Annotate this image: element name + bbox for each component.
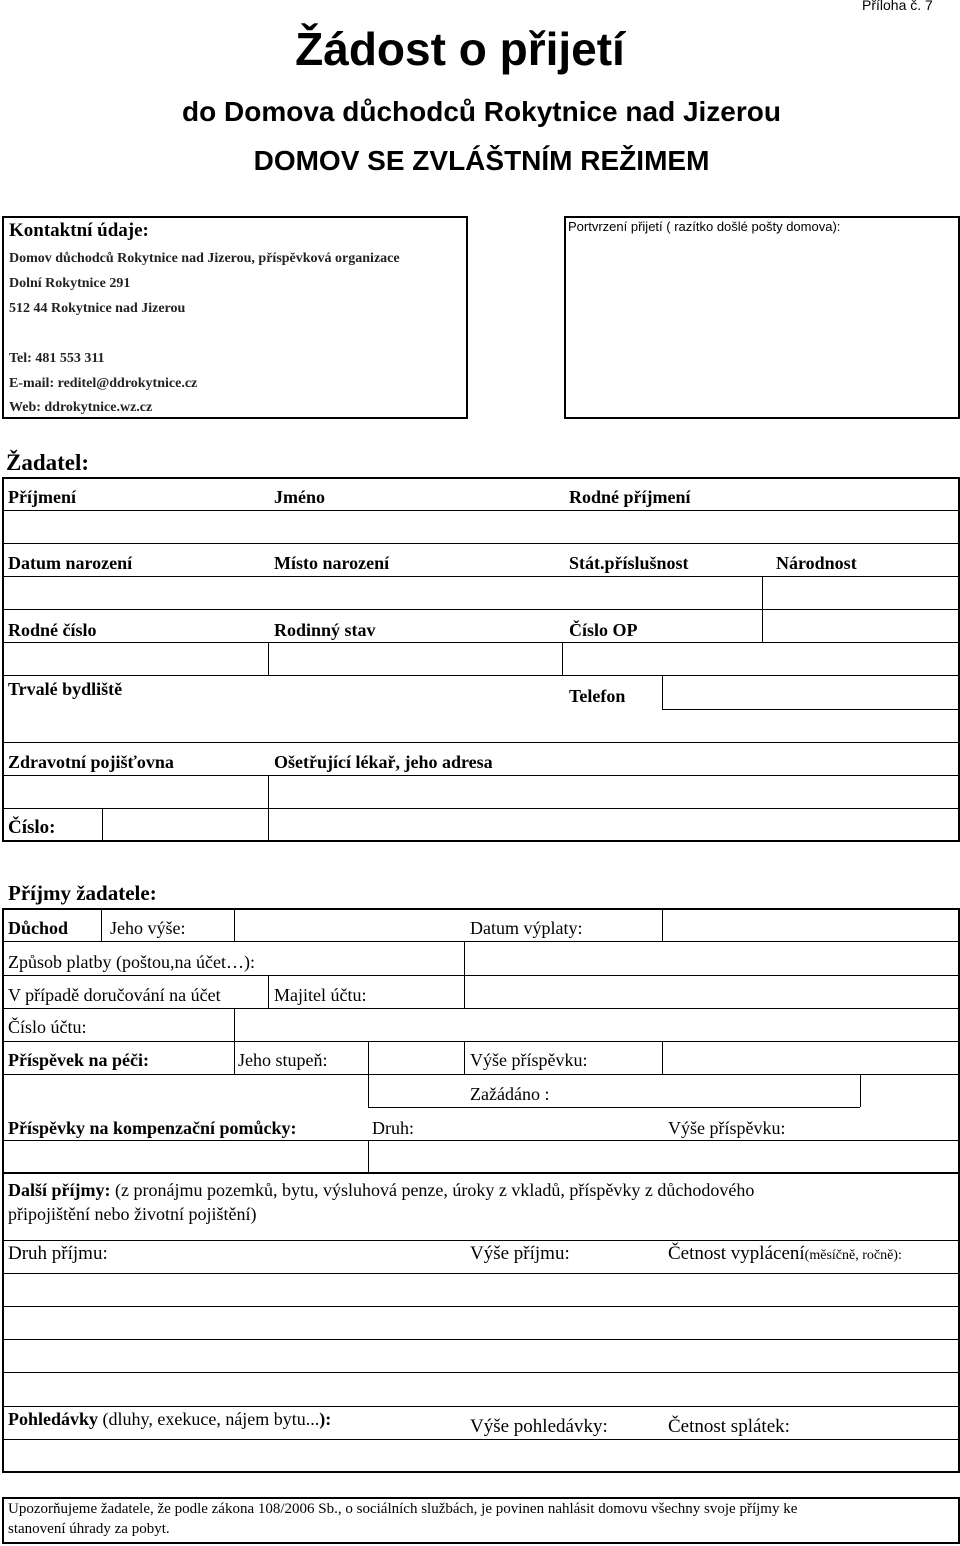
debt-amount-label: Výše pohledávky:	[470, 1416, 608, 1437]
nationality-field[interactable]	[763, 577, 958, 609]
citizenship-field[interactable]	[564, 577, 762, 609]
insurer-number-label: Číslo:	[8, 817, 56, 838]
other-income-row-3[interactable]	[4, 1340, 958, 1372]
other-income-description: Další příjmy: (z pronájmu pozemků, bytu, výsluhová penze, úroky z vkladů, příspěvky z důchodového připojištění nebo životní pojištění)	[8, 1180, 755, 1224]
compensation-amount-field[interactable]	[369, 1141, 958, 1172]
debts-field[interactable]	[4, 1440, 958, 1471]
birth-place-label: Místo narození	[274, 553, 390, 573]
compensation-amount-label: Výše příspěvku:	[668, 1118, 786, 1138]
contact-org: Domov důchodců Rokytnice nad Jizerou, příspěvková organizace	[9, 251, 400, 266]
surname-field[interactable]	[4, 511, 268, 543]
receipt-stamp-box[interactable]	[564, 216, 960, 419]
pension-label: Důchod	[8, 918, 69, 938]
pension-amount-field[interactable]	[235, 909, 464, 941]
page-title: Žádost o přijetí	[295, 23, 625, 75]
citizenship-label: Stát.příslušnost	[569, 553, 689, 573]
pay-date-label: Datum výplaty:	[470, 918, 583, 938]
care-degree-field[interactable]	[369, 1042, 464, 1074]
insurer-field[interactable]	[4, 776, 268, 808]
marital-status-field[interactable]	[270, 643, 562, 675]
compensation-kind-label: Druh:	[372, 1118, 414, 1138]
birth-date-label: Datum narození	[8, 553, 133, 573]
receipt-label: Portvrzení přijetí ( razítko došlé pošty domova):	[568, 219, 841, 234]
compensation-kind-field[interactable]	[4, 1141, 368, 1172]
phone-label: Telefon	[569, 686, 626, 706]
income-heading: Příjmy žadatele:	[8, 881, 157, 905]
notice-line-1: Upozorňujeme žadatele, že podle zákona 108/2006 Sb., o sociálních službách, je povinen nahlásit domovu všechny svoje příjmy ke	[8, 1501, 798, 1517]
other-income-row-2[interactable]	[4, 1307, 958, 1339]
other-income-row-4[interactable]	[4, 1373, 958, 1406]
other-income-row-1[interactable]	[4, 1274, 958, 1306]
pay-method-label: Způsob platby (poštou,na účet…):	[8, 952, 255, 972]
residence-label: Trvalé bydliště	[8, 679, 123, 699]
insurer-label: Zdravotní pojišťovna	[8, 752, 174, 772]
insurer-number-field[interactable]	[103, 809, 268, 840]
regime-title: DOMOV SE ZVLÁŠTNÍM REŽIMEM	[253, 145, 710, 176]
account-holder-field[interactable]	[465, 976, 958, 1008]
notice-line-2: stanovení úhrady za pobyt.	[8, 1521, 170, 1537]
contact-web: Web: ddrokytnice.wz.cz	[9, 400, 153, 415]
contact-city: 512 44 Rokytnice nad Jizerou	[9, 301, 186, 316]
name-field[interactable]	[270, 511, 562, 543]
name-label: Jméno	[274, 487, 325, 507]
care-allowance-amount-field[interactable]	[663, 1042, 958, 1074]
account-number-label: Číslo účtu:	[8, 1017, 87, 1037]
birth-surname-label: Rodné příjmení	[569, 487, 691, 507]
care-allowance-label: Příspěvek na péči:	[8, 1050, 149, 1070]
doctor-field[interactable]	[270, 776, 958, 840]
requested-label: Zažádáno :	[470, 1084, 550, 1104]
id-card-field[interactable]	[564, 643, 958, 675]
contact-tel: Tel: 481 553 311	[9, 351, 105, 366]
contact-email: E-mail: reditel@ddrokytnice.cz	[9, 376, 198, 391]
id-number-field[interactable]	[4, 643, 268, 675]
pension-amount-label: Jeho výše:	[110, 918, 186, 938]
account-holder-label: Majitel účtu:	[274, 985, 367, 1005]
other-income-heading: Další příjmy:	[8, 1180, 111, 1200]
pay-date-field[interactable]	[663, 909, 958, 941]
contact-street: Dolní Rokytnice 291	[9, 276, 131, 291]
pay-method-field[interactable]	[465, 942, 958, 975]
page-subtitle: do Domova důchodců Rokytnice nad Jizerou	[182, 96, 781, 127]
annex-label: Příloha č. 7	[862, 0, 933, 13]
nationality-label: Národnost	[776, 553, 857, 573]
residence-field[interactable]	[4, 710, 958, 742]
id-card-label: Číslo OP	[569, 620, 638, 640]
account-number-field[interactable]	[235, 1009, 958, 1041]
debts-label: Pohledávky (dluhy, exekuce, nájem bytu...):	[8, 1409, 332, 1429]
marital-status-label: Rodinný stav	[274, 620, 376, 640]
care-degree-label: Jeho stupeň:	[238, 1050, 328, 1070]
contact-heading: Kontaktní údaje:	[9, 220, 149, 241]
requested-field[interactable]	[861, 1075, 958, 1107]
account-delivery-label: V případě doručování na účet	[8, 985, 221, 1005]
care-allowance-amount-label: Výše příspěvku:	[470, 1050, 588, 1070]
surname-label: Příjmení	[8, 487, 76, 507]
debt-frequency-label: Četnost splátek:	[668, 1416, 790, 1437]
birth-place-field[interactable]	[270, 577, 562, 609]
birth-date-field[interactable]	[4, 577, 268, 609]
phone-field[interactable]	[663, 676, 958, 709]
id-number-label: Rodné číslo	[8, 620, 97, 640]
applicant-heading: Žadatel:	[6, 450, 90, 475]
doctor-label: Ošetřující lékař, jeho adresa	[274, 752, 493, 772]
other-income-amount-label: Výše příjmu:	[470, 1243, 570, 1264]
other-income-frequency-label: Četnost vyplácení(měsíčně, ročně):	[668, 1243, 902, 1264]
birth-surname-field[interactable]	[564, 511, 958, 543]
compensation-label: Příspěvky na kompenzační pomůcky:	[8, 1118, 297, 1138]
other-income-kind-label: Druh příjmu:	[8, 1243, 108, 1264]
